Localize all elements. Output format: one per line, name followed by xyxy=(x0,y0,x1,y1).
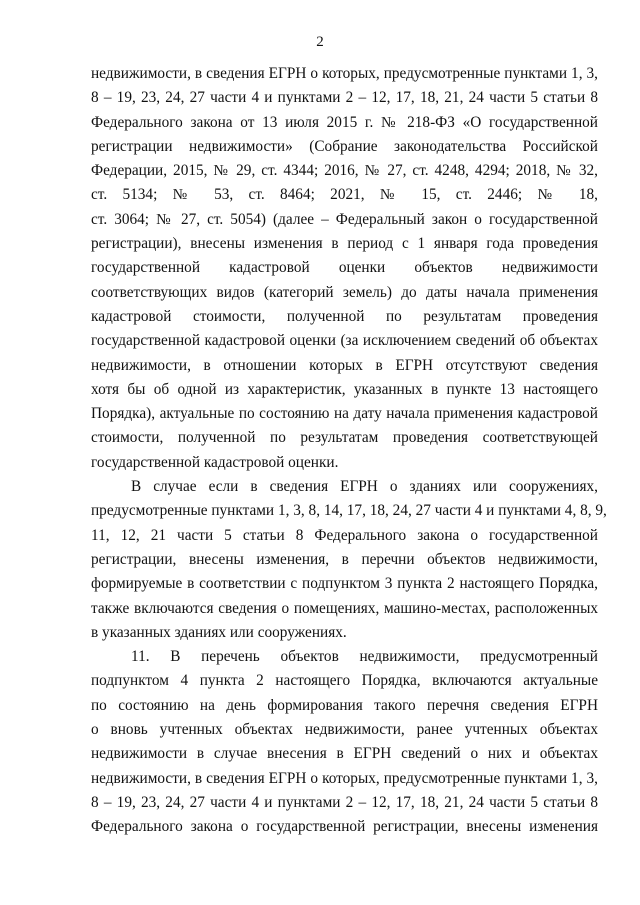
text-line: регистрации, внесены изменения, в перечни объектов недвижимости, xyxy=(91,550,598,568)
text-line: недвижимости, в отношении которых в ЕГРН отсутствуют сведения xyxy=(91,356,598,374)
text-line: государственной кадастровой оценки объектов недвижимости xyxy=(91,259,598,277)
text-line: Федерального закона от 13 июля 2015 г. № 218-ФЗ «О государственной xyxy=(91,113,598,131)
text-line: 8 – 19, 23, 24, 27 части 4 и пунктами 2 – 12, 17, 18, 21, 24 части 5 статьи 8 xyxy=(91,793,598,811)
text-line: о вновь учтенных объектах недвижимости, ранее учтенных объектах xyxy=(91,721,598,739)
text-line: недвижимости, в сведения ЕГРН о которых, предусмотренные пунктами 1, 3, xyxy=(91,65,598,82)
text-line: Федерального закона о государственной регистрации, внесены изменения xyxy=(91,818,598,836)
text-line: подпунктом 4 пункта 2 настоящего Порядка, включаются актуальные xyxy=(91,672,598,690)
page-number: 2 xyxy=(316,34,324,50)
text-line: формируемые в соответствии с подпунктом 3 пункта 2 настоящего Порядка, xyxy=(91,575,598,593)
text-line: соответствующих видов (категорий земель) до даты начала применения xyxy=(91,283,598,301)
document-body xyxy=(91,62,607,840)
text-line: хотя бы об одной из характеристик, указанных в пункте 13 настоящего xyxy=(91,380,598,398)
text-line: регистрации недвижимости» (Собрание законодательства Российской xyxy=(91,137,598,155)
paragraph xyxy=(91,62,598,475)
text-line: 11. В перечень объектов недвижимости, предусмотренный xyxy=(131,648,598,666)
text-line: Федерации, 2015, № 29, ст. 4344; 2016, № 27, ст. 4248, 4294; 2018, № 32, xyxy=(91,162,598,180)
text-line: ст. 5134; № 53, ст. 8464; 2021, № 15, ст. 2446; № 18, xyxy=(91,186,598,204)
text-line: в указанных зданиях или сооружениях. xyxy=(91,623,347,641)
text-line: регистрации), внесены изменения в период с 1 января года проведения xyxy=(91,235,598,253)
text-line: 8 – 19, 23, 24, 27 части 4 и пунктами 2 – 12, 17, 18, 21, 24 части 5 статьи 8 xyxy=(91,89,598,107)
paragraph xyxy=(91,645,598,839)
text-line: Порядка), актуальные по состоянию на дату начала применения кадастровой xyxy=(91,405,598,423)
text-line: государственной кадастровой оценки. xyxy=(91,453,339,471)
text-line: по состоянию на день формирования такого перечня сведения ЕГРН xyxy=(91,696,598,714)
text-line: предусмотренные пунктами 1, 3, 8, 14, 17, 18, 24, 27 части 4 и пунктами 4, 8, 9, xyxy=(91,502,607,520)
text-line: стоимости, полученной по результатам проведения соответствующей xyxy=(91,429,598,447)
text-line: недвижимости, в сведения ЕГРН о которых, предусмотренные пунктами 1, 3, xyxy=(91,769,598,787)
text-line: кадастровой стоимости, полученной по результатам проведения xyxy=(91,307,598,325)
paragraph xyxy=(91,475,607,645)
text-line: ст. 3064; № 27, ст. 5054) (далее – Федеральный закон о государственной xyxy=(91,210,598,228)
text-line: также включаются сведения о помещениях, машино-местах, расположенных xyxy=(91,599,598,617)
text-line: В случае если в сведения ЕГРН о зданиях или сооружениях, xyxy=(131,478,598,496)
text-line: 11, 12, 21 части 5 статьи 8 Федерального закона о государственной xyxy=(91,526,598,544)
text-line: государственной кадастровой оценки (за исключением сведений об объектах xyxy=(91,332,598,350)
text-line: недвижимости в случае внесения в ЕГРН сведений о них и объектах xyxy=(91,745,598,763)
